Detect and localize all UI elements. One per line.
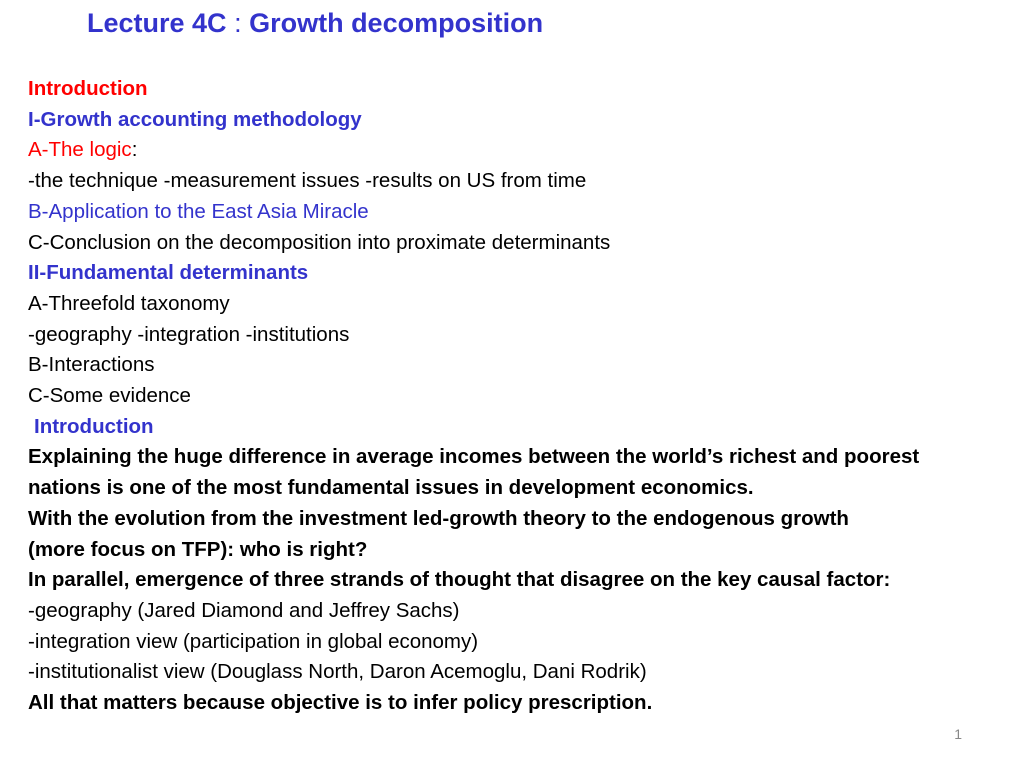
outline-item-a-logic-colon: :: [131, 138, 138, 162]
outline-section-2: II-Fundamental determinants: [28, 261, 309, 285]
outline-item-c-evidence: C-Some evidence: [28, 384, 191, 408]
intro-strand-geography: -geography (Jared Diamond and Jeffrey Sachs): [28, 598, 460, 622]
outline-item-a-logic: [28, 135, 1008, 166]
intro-strand-integration: -integration view (participation in global economy): [28, 629, 479, 653]
outline-item-b-interactions: B-Interactions: [28, 353, 155, 377]
outline-item-b-application: B-Application to the East Asia Miracle: [28, 199, 369, 223]
outline-subitems-taxonomy: -geography -integration -institutions: [28, 322, 350, 346]
outline-item-c-conclusion: C-Conclusion on the decomposition into proximate determinants: [28, 230, 611, 254]
outline-introduction: Introduction: [28, 77, 148, 100]
page-number: 1: [954, 726, 962, 742]
intro-paragraph-2-line-2: (more focus on TFP): who is right?: [28, 537, 368, 561]
title-prefix: Lecture 4C: [87, 8, 227, 38]
title-main: Growth decomposition: [249, 8, 544, 38]
outline-subitems-logic: -the technique -measurement issues -results on US from time: [28, 169, 587, 193]
introduction-heading: Introduction: [34, 414, 154, 438]
slide-body: [28, 74, 1008, 719]
intro-paragraph-2-line-1: With the evolution from the investment led-growth theory to the endogenous growth: [28, 506, 849, 530]
intro-conclusion: All that matters because objective is to infer policy prescription.: [28, 691, 653, 715]
intro-strand-institutions: -institutionalist view (Douglass North, Daron Acemoglu, Dani Rodrik): [28, 660, 647, 684]
outline-item-a-logic-label: A-The logic: [28, 138, 132, 162]
intro-paragraph-1-line-1: Explaining the huge difference in average incomes between the world’s richest and poorest: [28, 445, 920, 469]
intro-paragraph-1-line-2: nations is one of the most fundamental issues in development economics.: [28, 476, 754, 500]
slide-title: [87, 8, 543, 39]
outline-section-1: I-Growth accounting methodology: [28, 107, 362, 131]
title-separator: :: [226, 8, 250, 38]
intro-paragraph-3: In parallel, emergence of three strands of thought that disagree on the key causal factor:: [28, 568, 891, 592]
outline-item-a-taxonomy: A-Threefold taxonomy: [28, 291, 230, 315]
